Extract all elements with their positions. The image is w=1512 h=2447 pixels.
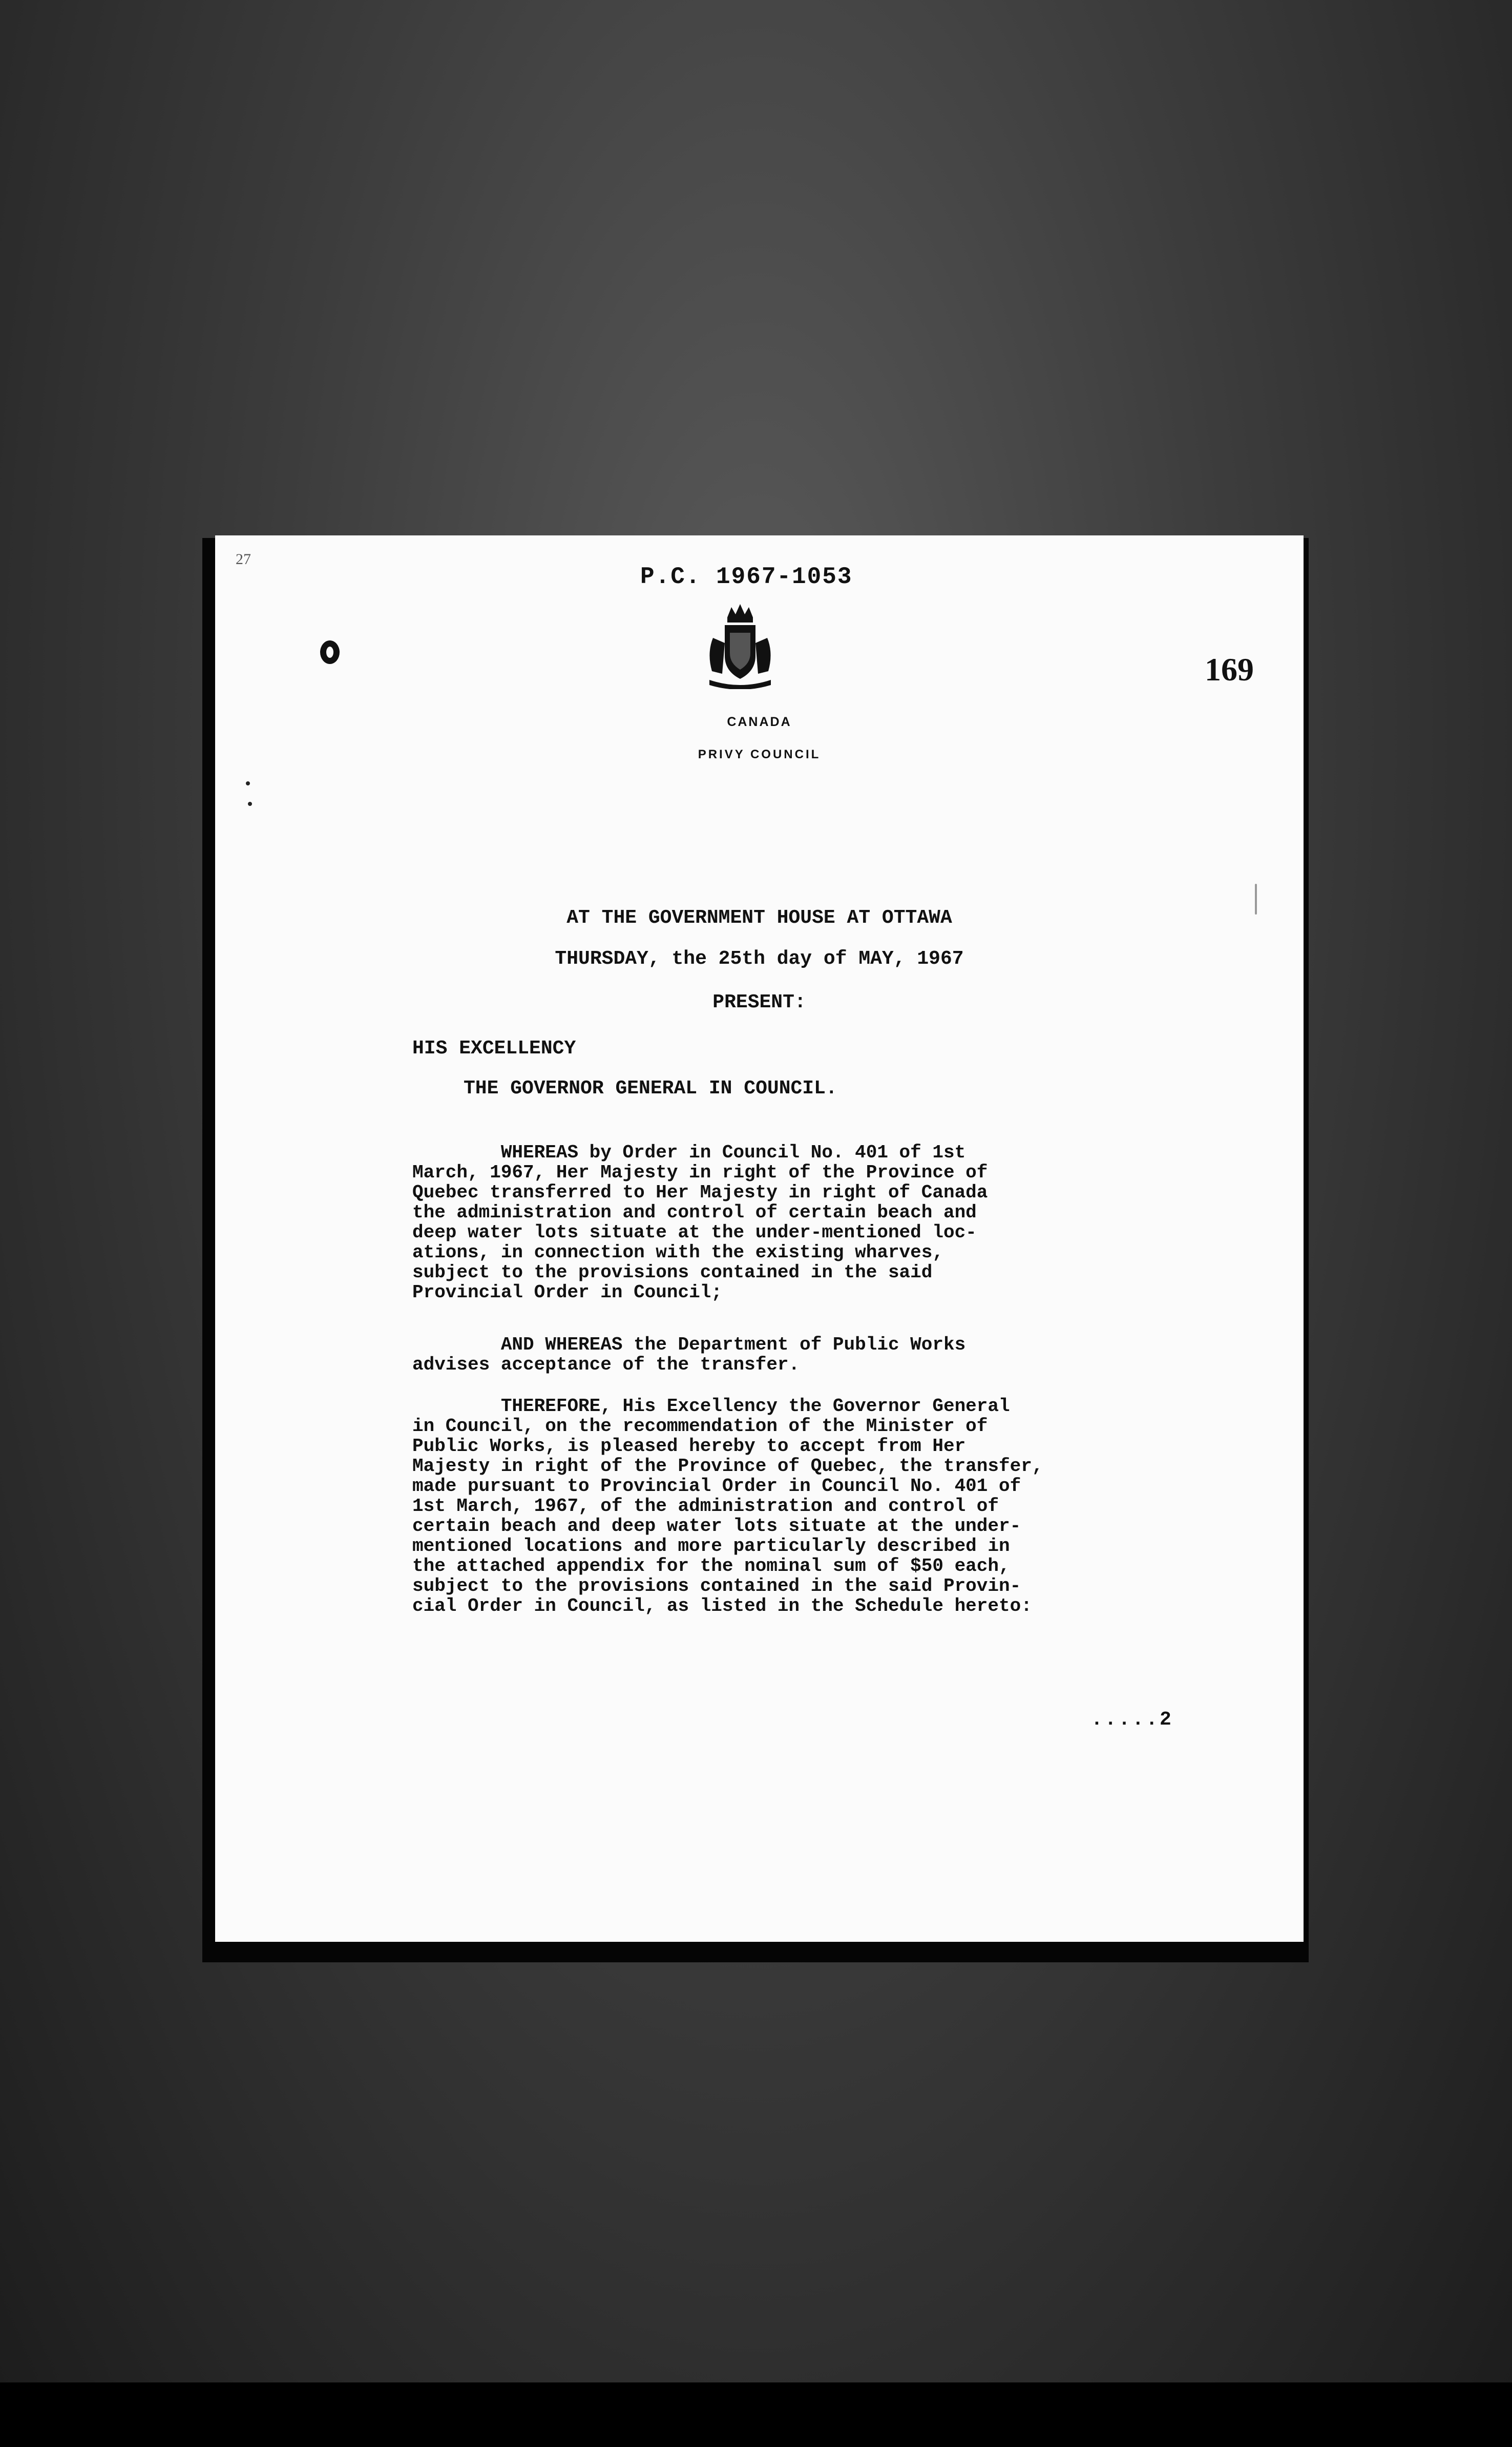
heading-date: THURSDAY, the 25th day of MAY, 1967 bbox=[555, 948, 964, 970]
scan-speck bbox=[246, 781, 250, 785]
margin-mark: 27 bbox=[236, 551, 251, 568]
punch-hole bbox=[320, 640, 340, 664]
heading-present: PRESENT: bbox=[712, 991, 806, 1013]
paragraph-whereas: WHEREAS by Order in Council No. 401 of 1st March, 1967, Her Majesty in right of the Province of Quebec transferred to Her Majesty in right of Canada the administration and control of certain beach and deep water lots situate at the under-mentioned loc- ations, in connection with the existing wharves, subject to the provisions contained in the said Provincial Order in Council; bbox=[412, 1142, 988, 1303]
scan-speck bbox=[1255, 884, 1257, 915]
canada-coat-of-arms-icon bbox=[702, 602, 779, 689]
scan-speck bbox=[248, 802, 252, 806]
pc-number: P.C. 1967-1053 bbox=[640, 564, 853, 590]
paragraph-and-whereas: AND WHEREAS the Department of Public Works advises acceptance of the transfer. bbox=[412, 1334, 966, 1375]
document-page bbox=[215, 535, 1304, 1942]
paragraph-therefore: THEREFORE, His Excellency the Governor General in Council, on the recommendation of the Minister of Public Works, is pleased hereby to accept from Her Majesty in right of the Province of Quebec, the transfer, made pursuant to Provincial Order in Council No. 401 of 1st March, 1967, of the administration and control of certain beach and deep water lots situate at the under- mentioned locations and more particularly described in the attached appendix for the nominal sum of $50 each, subject to the provisions contained in the said Provin- cial Order in Council, as listed in the Schedule hereto: bbox=[412, 1396, 1043, 1616]
excellency-line: HIS EXCELLENCY bbox=[412, 1038, 576, 1060]
scan-bottom-strip bbox=[0, 2382, 1512, 2447]
crest-label: CANADA bbox=[727, 715, 792, 729]
heading-place: AT THE GOVERNMENT HOUSE AT OTTAWA bbox=[566, 907, 952, 929]
page-number: 169 bbox=[1205, 651, 1254, 688]
governor-line: THE GOVERNOR GENERAL IN COUNCIL. bbox=[464, 1077, 837, 1100]
continuation-marker: .....2 bbox=[1091, 1709, 1173, 1731]
council-label: PRIVY COUNCIL bbox=[698, 748, 821, 761]
